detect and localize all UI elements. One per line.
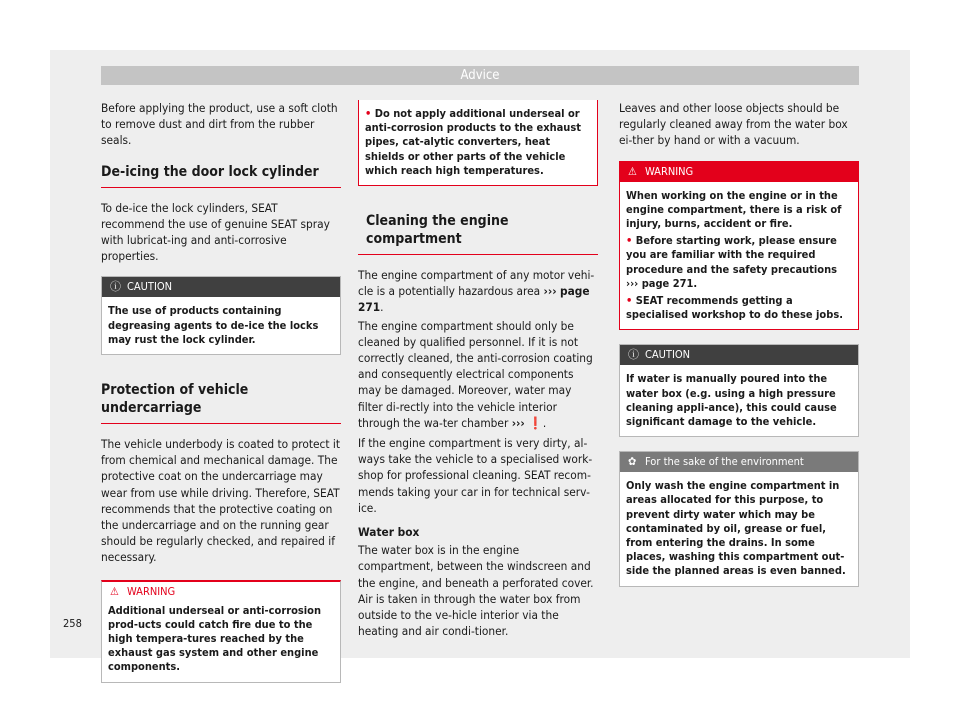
warning-box bbox=[101, 580, 341, 683]
page-reference-link[interactable]: page 271 bbox=[641, 276, 694, 290]
bullet-dot: • bbox=[626, 234, 633, 248]
warning-bullet-2 bbox=[626, 294, 852, 322]
p2-text: The engine compartment should only be cleaned by qualified personnel. If it is not correctly cleaned, the anti-corrosion coating and consequently electrical components may be damaged. Moreover, water may filter di-rectly into the vehicle interior through the wa-ter chamber bbox=[358, 318, 593, 430]
deicing-paragraph: To de-ice the lock cylinders, SEAT recommend the use of genuine SEAT spray with lubricat-ing and anti-corrosive properties. bbox=[101, 200, 330, 264]
warning-header bbox=[620, 162, 858, 182]
warning-bullet-1: • Before starting work, please ensure you are familiar with the required procedure and the safety precautions ››› page 271. bbox=[626, 234, 838, 290]
warning-header bbox=[102, 582, 340, 602]
section-title-text: Protection of vehicle undercarriage bbox=[101, 382, 249, 417]
environment-header bbox=[620, 452, 858, 472]
section-title-text: De-icing the door lock cylinder bbox=[101, 163, 319, 180]
warning-continued-box bbox=[358, 100, 598, 186]
caution-header bbox=[102, 277, 340, 297]
cleaning-paragraph-3: If the engine compartment is very dirty, al-ways take the vehicle to a specialised work-shop for professional cleaning. SEAT recom-mends taking your car in for technical serv-ice. bbox=[358, 436, 593, 515]
warning-text: Additional underseal or anti-corrosion prod-ucts could catch fire due to the high tempera-tures reached by the exhaust gas system and other engine components. bbox=[108, 603, 322, 674]
info-circle-icon: ⓘ bbox=[110, 280, 121, 294]
bullet-dot: • bbox=[626, 294, 633, 308]
section-title-deicing bbox=[101, 163, 341, 188]
info-circle-icon: ⓘ bbox=[628, 348, 639, 362]
environment-box bbox=[619, 451, 859, 586]
caution-box bbox=[101, 276, 341, 355]
caution-text: The use of products containing degreasing agents to de-ice the locks may rust the lock cylinder. bbox=[108, 304, 319, 346]
exclamation-circle-icon: ❗ bbox=[528, 415, 543, 430]
warning-box-2 bbox=[619, 161, 859, 331]
caution-label: CAUTION bbox=[645, 348, 691, 362]
bullet-text: Before starting work, please ensure you are familiar with the required procedure and the safety precautions bbox=[626, 234, 838, 276]
caution-label: CAUTION bbox=[127, 280, 173, 294]
warning-bullet bbox=[359, 100, 597, 185]
section-title-cleaning bbox=[358, 212, 598, 255]
warning-triangle-icon: ⚠ bbox=[628, 164, 637, 178]
section-title-undercarriage bbox=[101, 381, 341, 424]
page-number: 258 bbox=[63, 617, 82, 630]
environment-label: For the sake of the environment bbox=[645, 455, 804, 469]
warning-content bbox=[620, 182, 858, 330]
intro-paragraph: Before applying the product, use a soft cloth to remove dust and dirt from the rubber seals. bbox=[101, 101, 338, 148]
triple-chevron-icon: ››› bbox=[511, 415, 525, 430]
undercarriage-paragraph: The vehicle underbody is coated to protect it from chemical and mechanical damage. The protective coat on the undercarriage may wear from use while driving. Therefore, SEAT recommends that the protective coating on the undercarriage and on the running gear should be regularly checked, and repaired if necessary. bbox=[101, 437, 340, 565]
warning-triangle-icon: ⚠ bbox=[110, 584, 119, 598]
page-header: Advice bbox=[101, 66, 859, 85]
bullet-dot: • bbox=[365, 107, 372, 120]
column-3 bbox=[619, 100, 859, 587]
caution-text: If water is manually poured into the water box (e.g. using a high pressure cleaning appli-ance), this could cause significant damage to the vehicle. bbox=[626, 372, 837, 429]
environment-text: Only wash the engine compartment in areas allocated for this purpose, to prevent dirty water which may be contaminated by oil, grease or fuel, from entering the drains. In some places, washing this compartment out-side the planned areas is even banned. bbox=[626, 479, 846, 578]
warning-label: WARNING bbox=[645, 164, 694, 178]
cleaning-paragraph-2: The engine compartment should only be cleaned by qualified personnel. If it is not correctly cleaned, the anti-corrosion coating and consequently electrical components may be damaged. Moreover, water may filter di-rectly into the vehicle interior through the wa-ter chamber ››› ❗. bbox=[358, 318, 593, 430]
leaves-paragraph: Leaves and other loose objects should be regularly cleaned away from the water box ei-ther by hand or with a vacuum. bbox=[619, 101, 848, 148]
bullet-text: SEAT recommends getting a specialised workshop to do these jobs. bbox=[626, 294, 843, 322]
water-box-subheading: Water box bbox=[358, 525, 420, 540]
triple-chevron-icon: ››› bbox=[543, 284, 557, 299]
column-1 bbox=[101, 100, 341, 683]
p1-text: The engine compartment of any motor vehi-cle is a potentially hazardous area bbox=[358, 268, 595, 299]
warning-label: WARNING bbox=[127, 584, 176, 598]
page-reference-link[interactable]: page 271 bbox=[358, 284, 590, 315]
caution-box-2 bbox=[619, 344, 859, 437]
cleaning-paragraph-1: The engine compartment of any motor vehi-cle is a potentially hazardous area ››› page 271. bbox=[358, 268, 595, 315]
caution-header bbox=[620, 345, 858, 365]
column-2 bbox=[358, 100, 598, 639]
section-title-text: Cleaning the engine compartment bbox=[366, 213, 509, 248]
triple-chevron-icon: ››› bbox=[626, 276, 639, 290]
warning-text: When working on the engine or in the engine compartment, there is a risk of injury, burns, accident or fire. bbox=[626, 188, 842, 231]
water-box-paragraph: The water box is in the engine compartment, between the windscreen and the engine, and beneath a perforated cover. Air is taken in through the water box from outside to the ve-hicle interior via the heating and air condi-tioner. bbox=[358, 543, 594, 639]
flower-icon: ✿ bbox=[628, 455, 637, 469]
bullet-text: Do not apply additional underseal or anti-corrosion products to the exhaust pipes, cat-alytic converters, heat shields or other parts of the vehicle which reach high temperatures. bbox=[365, 107, 581, 177]
